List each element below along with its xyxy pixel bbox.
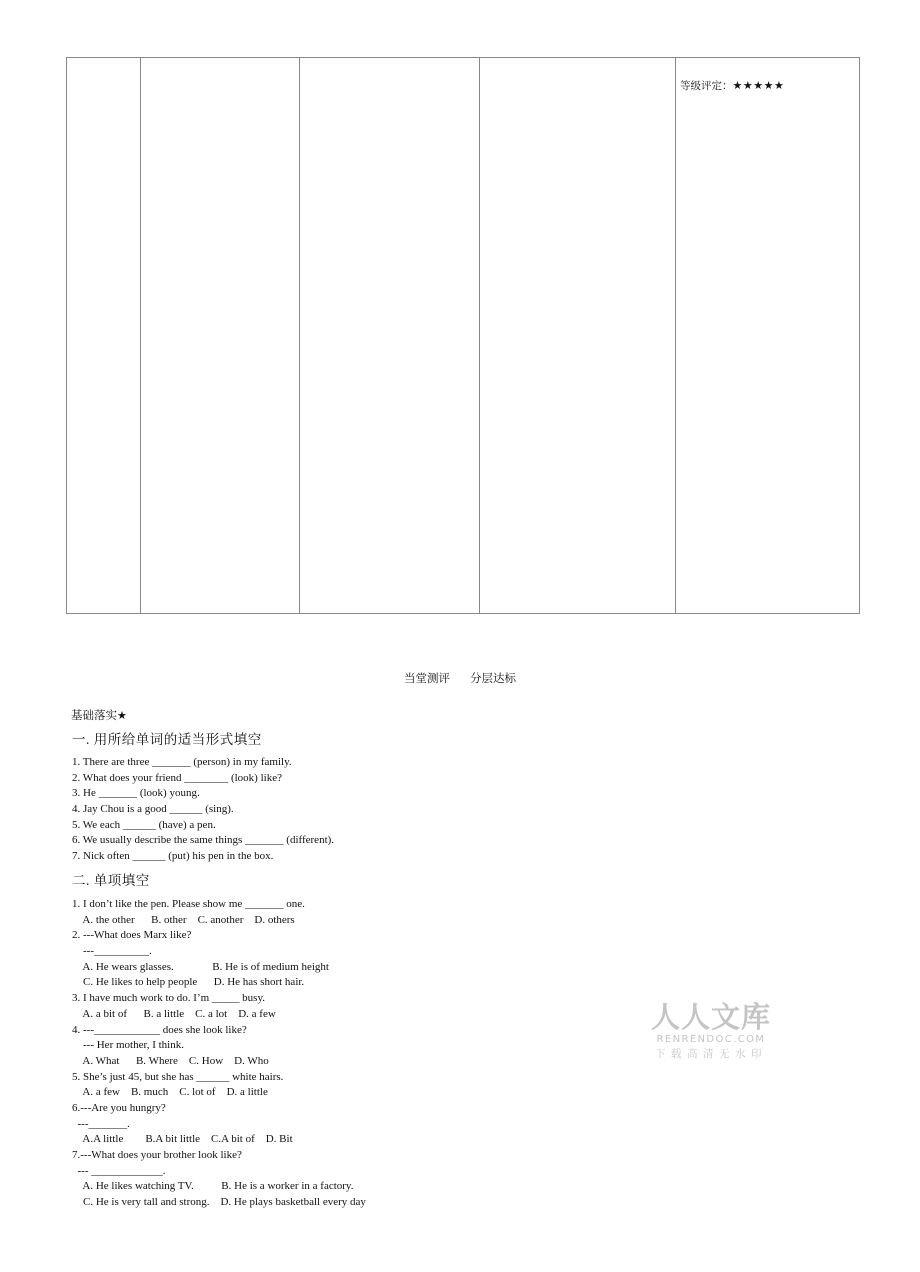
table-column-divider	[299, 58, 300, 613]
part2-line: A. He wears glasses. B. He is of medium height	[72, 960, 329, 973]
watermark-main-text: 人人文库	[650, 1000, 771, 1034]
section-title-left: 当堂测评	[404, 673, 450, 685]
table-column-divider	[675, 58, 676, 613]
part2-line: A. a few B. much C. lot of D. a little	[72, 1086, 268, 1099]
part2-line: 2. ---What does Marx like?	[72, 929, 192, 942]
part1-heading: 一. 用所给单词的适当形式填空	[72, 732, 262, 747]
part1-questions	[72, 755, 334, 865]
part2-line: A. What B. Where C. How D. Who	[72, 1054, 269, 1067]
table-column-divider	[140, 58, 141, 613]
part2-heading: 二. 单项填空	[72, 873, 150, 888]
part2-line: --- _____________.	[72, 1164, 166, 1177]
part1-line: 5. We each ______ (have) a pen.	[72, 818, 216, 831]
part2-line: ---__________.	[72, 945, 152, 958]
part2-line: A.A little B.A bit little C.A bit of D. Bit	[72, 1133, 293, 1146]
part1-line: 4. Jay Chou is a good ______ (sing).	[72, 803, 234, 816]
table-column-divider	[479, 58, 480, 613]
section-title	[0, 672, 920, 686]
part1-line: 3. He _______ (look) young.	[72, 787, 200, 800]
basic-label-text: 基础落实	[71, 710, 117, 722]
part1-line: 2. What does your friend ________ (look) like?	[72, 771, 282, 784]
watermark-subtitle: 下载高清无水印	[655, 1048, 767, 1060]
part2-line: C. He likes to help people D. He has short hair.	[72, 976, 305, 989]
rating-label: 等级评定：	[680, 81, 733, 92]
part2-line: ---_______.	[72, 1117, 130, 1130]
part1-line: 7. Nick often ______ (put) his pen in the box.	[72, 850, 274, 863]
part2-line: 4. ---____________ does she look like?	[72, 1023, 247, 1036]
part2-line: 5. She’s just 45, but she has ______ white hairs.	[72, 1070, 284, 1083]
part2-line: A. He likes watching TV. B. He is a worker in a factory.	[72, 1180, 354, 1193]
evaluation-table	[66, 57, 860, 614]
part2-line: C. He is very tall and strong. D. He plays basketball every day	[72, 1196, 366, 1209]
part2-line: A. the other B. other C. another D. others	[72, 913, 295, 926]
part2-line: 1. I don’t like the pen. Please show me _______ one.	[72, 898, 305, 910]
part2-line: 7.---What does your brother look like?	[72, 1149, 242, 1161]
watermark	[648, 1001, 774, 1061]
part2-line: A. a bit of B. a little C. a lot D. a few	[72, 1007, 276, 1020]
star-icon: ★	[117, 709, 127, 722]
section-title-right: 分层达标	[470, 673, 516, 685]
part2-line: 3. I have much work to do. I’m _____ busy.	[72, 992, 265, 1005]
part2-line: --- Her mother, I think.	[72, 1039, 184, 1052]
part2-questions	[72, 897, 366, 1211]
part1-line: 6. We usually describe the same things _______ (different).	[72, 834, 335, 847]
rating-cell	[680, 79, 784, 94]
watermark-url: RENRENDOC.COM	[656, 1034, 766, 1045]
rating-stars: ★★★★★	[732, 79, 785, 92]
basic-level-label	[71, 709, 127, 723]
part2-line: 6.---Are you hungry?	[72, 1101, 166, 1114]
part1-line: 1. There are three _______ (person) in my family.	[72, 756, 292, 768]
